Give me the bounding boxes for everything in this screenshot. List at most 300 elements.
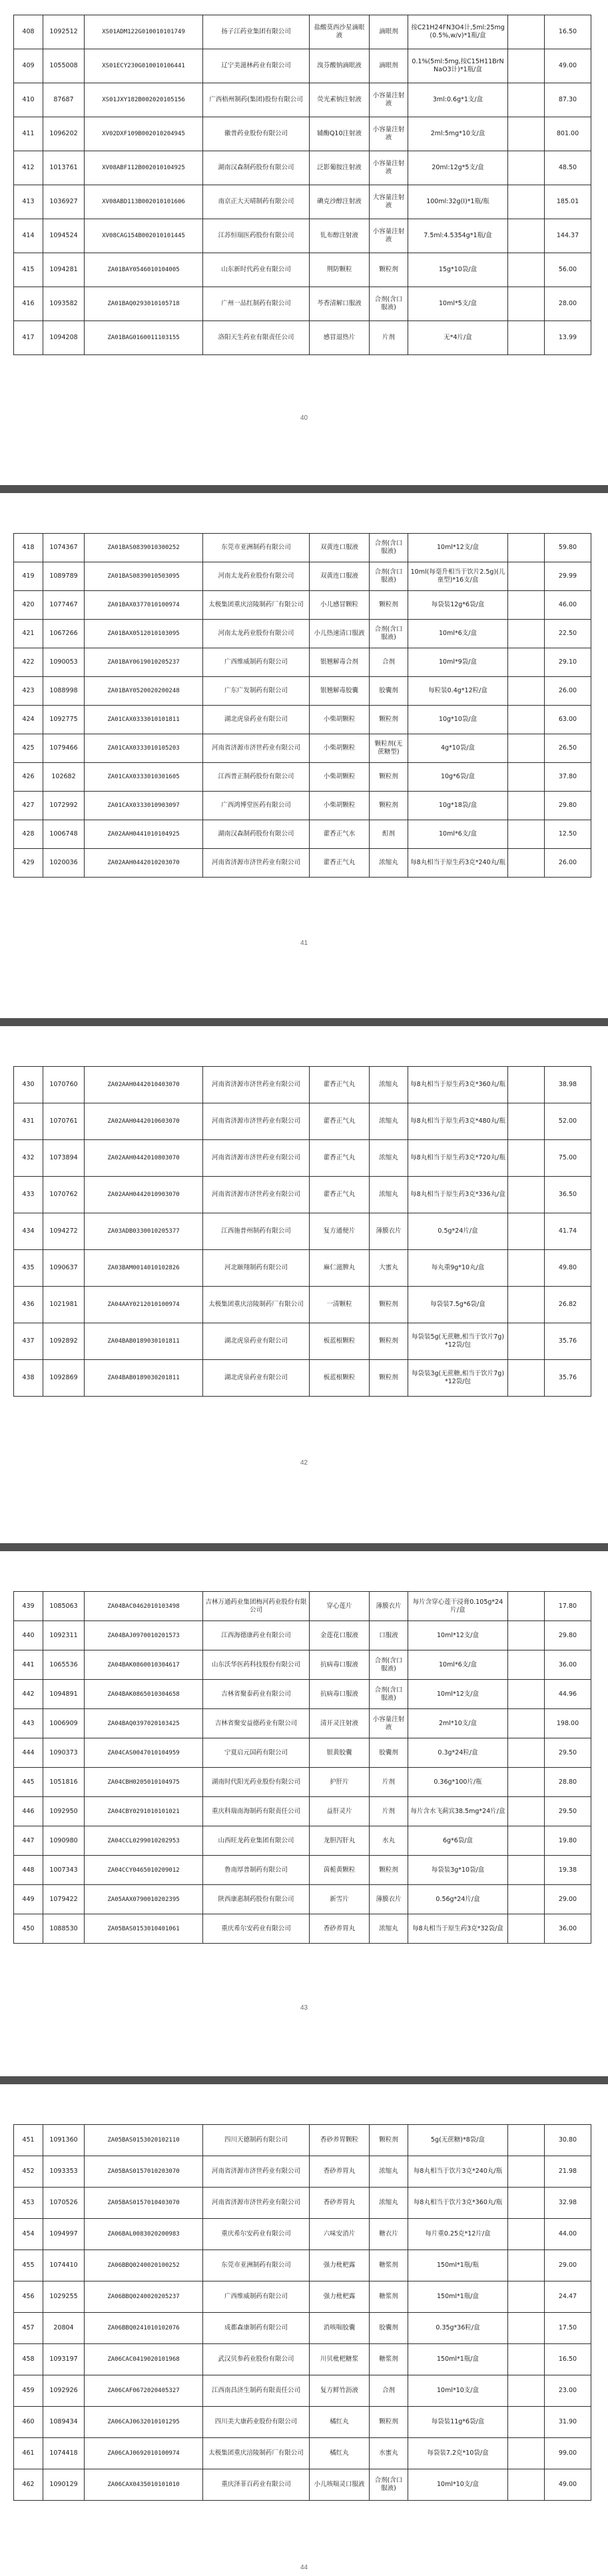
cell-dosage-form: 水丸	[370, 1826, 408, 1856]
cell-extra	[508, 792, 545, 820]
cell-manufacturer: 洛阳天生药业有限责任公司	[203, 321, 310, 355]
cell-product-name: 小柴胡颗粒	[310, 792, 370, 820]
cell-product-code: XS01JXY182B002020105156	[85, 83, 203, 117]
cell-drug-id: 1072992	[43, 792, 85, 820]
cell-drug-id: 1092512	[43, 15, 85, 49]
cell-product-code: ZA03BAM0014010102826	[85, 1250, 203, 1287]
cell-price: 44.96	[545, 1680, 591, 1709]
cell-specification: 100ml:32g(I)*1瓶/瓶	[408, 185, 508, 219]
table-row	[14, 1797, 591, 1826]
cell-product-code: ZA01BAY0619010205237	[85, 648, 203, 677]
cell-dosage-form: 颗粒剂	[370, 792, 408, 820]
cell-dosage-form: 水蜜丸	[370, 2438, 408, 2469]
cell-product-code: ZA04CBY0291010101021	[85, 1797, 203, 1826]
cell-manufacturer: 河北颐翔制药有限公司	[203, 1250, 310, 1287]
cell-product-code: ZA05BAS0157010203070	[85, 2156, 203, 2188]
cell-product-code: ZA06BBQ0241010102076	[85, 2313, 203, 2344]
cell-drug-id: 1093582	[43, 287, 85, 321]
cell-product-code: ZA04BAK0865010304658	[85, 1680, 203, 1709]
cell-specification: 0.36g*100片/瓶	[408, 1768, 508, 1797]
table-row	[14, 1680, 591, 1709]
cell-row-index: 447	[14, 1826, 43, 1856]
cell-drug-id: 1092950	[43, 1797, 85, 1826]
cell-dosage-form: 口服液	[370, 1621, 408, 1650]
cell-product-name: 香砂养胃丸	[310, 2188, 370, 2219]
cell-drug-id: 1093197	[43, 2344, 85, 2375]
table-row	[14, 1650, 591, 1680]
cell-drug-id: 1036927	[43, 185, 85, 219]
cell-row-index: 452	[14, 2156, 43, 2188]
cell-row-index: 434	[14, 1213, 43, 1250]
cell-dosage-form: 合剂(含口服液)	[370, 562, 408, 591]
cell-product-code: ZA01CAX0333010101811	[85, 706, 203, 734]
table-row	[14, 1140, 591, 1177]
page-number: 43	[300, 2004, 308, 2012]
cell-product-code: ZA06CAC0419020101968	[85, 2344, 203, 2375]
cell-specification: 10ml*6支/盒	[408, 620, 508, 648]
cell-product-code: ZA01CAX0333010301605	[85, 763, 203, 792]
cell-specification: 2ml:5mg*10支/盒	[408, 117, 508, 151]
cell-dosage-form: 合剂(含口服液)	[370, 1680, 408, 1709]
cell-row-index: 436	[14, 1287, 43, 1323]
cell-product-name: 藿香正气丸	[310, 849, 370, 878]
cell-specification: 每袋装5g(无蔗糖,相当于饮片7g)*12袋/包	[408, 1323, 508, 1360]
cell-product-name: 橘红丸	[310, 2407, 370, 2438]
cell-row-index: 429	[14, 849, 43, 878]
cell-specification: 0.1%(5ml:5mg,按C15H11BrNNaO3计)*1瓶/盒	[408, 49, 508, 83]
cell-product-name: 小柴胡颗粒	[310, 734, 370, 763]
cell-extra	[508, 1177, 545, 1213]
cell-product-code: ZA02AAH0442010803070	[85, 1140, 203, 1177]
cell-dosage-form: 颗粒剂	[370, 1856, 408, 1885]
cell-specification: 每8丸相当于原生药3克*360丸/瓶	[408, 1067, 508, 1103]
cell-drug-id: 1006909	[43, 1709, 85, 1738]
cell-product-name: 香砂养胃丸	[310, 2156, 370, 2188]
cell-specification: 按C21H24FN3O4计,5ml:25mg(0.5%,w/v)*1瓶/盒	[408, 15, 508, 49]
cell-specification: 每8丸相当于原生药3克*32袋/盒	[408, 1914, 508, 1944]
cell-row-index: 435	[14, 1250, 43, 1287]
table-row	[14, 2188, 591, 2219]
cell-extra	[508, 734, 545, 763]
cell-product-code: ZA04BAK0860010304617	[85, 1650, 203, 1680]
cell-manufacturer: 河南省济源市济世药业有限公司	[203, 849, 310, 878]
table-row	[14, 2281, 591, 2313]
table-row	[14, 620, 591, 648]
table-row	[14, 562, 591, 591]
cell-dosage-form: 片剂	[370, 1768, 408, 1797]
cell-drug-id: 1079422	[43, 1885, 85, 1914]
cell-product-code: ZA04BAQ0397020103425	[85, 1709, 203, 1738]
cell-manufacturer: 成都森康制药有限公司	[203, 2313, 310, 2344]
cell-row-index: 419	[14, 562, 43, 591]
cell-product-code: ZA05AAX0790010202395	[85, 1885, 203, 1914]
cell-specification: 150ml*1瓶/瓶	[408, 2250, 508, 2281]
table-row	[14, 1621, 591, 1650]
cell-product-name: 橘红丸	[310, 2438, 370, 2469]
cell-drug-id: 1029255	[43, 2281, 85, 2313]
cell-dosage-form: 颗粒剂	[370, 1360, 408, 1397]
table-row	[14, 2438, 591, 2469]
cell-product-code: ZA04BAB0189030201811	[85, 1360, 203, 1397]
cell-manufacturer: 湖南时代阳光药业股份有限公司	[203, 1768, 310, 1797]
cell-product-code: XS01ADM122G010010101749	[85, 15, 203, 49]
cell-product-code: ZA05BAS0157010403070	[85, 2188, 203, 2219]
cell-price: 26.50	[545, 734, 591, 763]
cell-extra	[508, 1103, 545, 1140]
cell-product-name: 龙胆泻肝丸	[310, 1826, 370, 1856]
cell-product-name: 银翘解毒胶囊	[310, 677, 370, 706]
cell-manufacturer: 河南太龙药业股份有限公司	[203, 620, 310, 648]
cell-drug-id: 1070526	[43, 2188, 85, 2219]
cell-drug-id: 1093353	[43, 2156, 85, 2188]
cell-extra	[508, 562, 545, 591]
cell-extra	[508, 1250, 545, 1287]
cell-dosage-form: 酊剂	[370, 820, 408, 849]
cell-manufacturer: 辽宁美滋林药业有限公司	[203, 49, 310, 83]
cell-drug-id: 1006748	[43, 820, 85, 849]
cell-manufacturer: 河南省济源市济世药业有限公司	[203, 1140, 310, 1177]
cell-manufacturer: 湖北虎泉药业有限公司	[203, 1360, 310, 1397]
cell-manufacturer: 山西旺龙药业集团有限公司	[203, 1826, 310, 1856]
cell-manufacturer: 河南省济源市济世药业有限公司	[203, 1103, 310, 1140]
cell-price: 44.00	[545, 2219, 591, 2250]
table-row	[14, 677, 591, 706]
cell-manufacturer: 四川天德制药有限公司	[203, 2125, 310, 2156]
cell-dosage-form: 糖浆剂	[370, 2281, 408, 2313]
cell-extra	[508, 2438, 545, 2469]
cell-extra	[508, 706, 545, 734]
cell-specification: 10ml*9袋/盒	[408, 648, 508, 677]
cell-manufacturer: 重庆科瑞南海制药有限责任公司	[203, 1797, 310, 1826]
table-row	[14, 2469, 591, 2501]
cell-manufacturer: 东莞市亚洲制药有限公司	[203, 2250, 310, 2281]
cell-row-index: 416	[14, 287, 43, 321]
cell-specification: 每片含水飞蓟宾38.5mg*24片/盒	[408, 1797, 508, 1826]
cell-specification: 每袋装12g*6袋/盒	[408, 591, 508, 620]
cell-product-code: ZA02AAH0442010403070	[85, 1067, 203, 1103]
table-row	[14, 2313, 591, 2344]
cell-price: 63.00	[545, 706, 591, 734]
cell-product-code: XV08CAG154B002010101445	[85, 219, 203, 253]
cell-row-index: 423	[14, 677, 43, 706]
cell-product-code: XV08ABD113B002010101606	[85, 185, 203, 219]
cell-product-name: 香砂养胃颗粒	[310, 2125, 370, 2156]
table-row	[14, 1103, 591, 1140]
cell-dosage-form: 糖浆剂	[370, 2250, 408, 2281]
cell-drug-id: 1092869	[43, 1360, 85, 1397]
cell-manufacturer: 吉林万通药业集团梅河药业股份有限公司	[203, 1592, 310, 1621]
cell-dosage-form: 小容量注射液	[370, 1709, 408, 1738]
table-row	[14, 151, 591, 185]
cell-manufacturer: 江西海德康药业有限公司	[203, 1621, 310, 1650]
cell-price: 29.80	[545, 792, 591, 820]
cell-manufacturer: 四川美大康药业股份有限公司	[203, 2407, 310, 2438]
cell-product-code: ZA06BBQ0240020205237	[85, 2281, 203, 2313]
cell-extra	[508, 1140, 545, 1177]
cell-manufacturer: 湖南汉森制药股份有限公司	[203, 820, 310, 849]
cell-product-name: 强力枇杷露	[310, 2250, 370, 2281]
cell-drug-id: 1055008	[43, 49, 85, 83]
cell-drug-id: 1077467	[43, 591, 85, 620]
cell-price: 75.00	[545, 1140, 591, 1177]
cell-price: 28.00	[545, 287, 591, 321]
cell-product-code: ZA06BBQ0240020100252	[85, 2250, 203, 2281]
cell-extra	[508, 2219, 545, 2250]
cell-dosage-form: 颗粒剂	[370, 1323, 408, 1360]
cell-product-code: ZA01CAX0333010903097	[85, 792, 203, 820]
cell-manufacturer: 吉林省聚安益德药业有限公司	[203, 1709, 310, 1738]
cell-dosage-form: 小容量注射液	[370, 219, 408, 253]
cell-dosage-form: 浓缩丸	[370, 1067, 408, 1103]
cell-product-code: ZA04BAB0189030101811	[85, 1323, 203, 1360]
cell-row-index: 412	[14, 151, 43, 185]
cell-drug-id: 1094272	[43, 1213, 85, 1250]
cell-drug-id: 1092775	[43, 706, 85, 734]
table-row	[14, 1856, 591, 1885]
cell-specification: 0.56g*24片/盒	[408, 1885, 508, 1914]
cell-product-code: ZA04BAJ0970010201573	[85, 1621, 203, 1650]
cell-extra	[508, 2375, 545, 2407]
cell-drug-id: 1073894	[43, 1140, 85, 1177]
cell-product-code: ZA01BAS0839010300252	[85, 534, 203, 562]
cell-manufacturer: 鲁南厚普制药有限公司	[203, 1856, 310, 1885]
cell-price: 17.50	[545, 2313, 591, 2344]
cell-drug-id: 1074418	[43, 2438, 85, 2469]
cell-specification: 0.3g*24粒/盒	[408, 1738, 508, 1768]
cell-row-index: 408	[14, 15, 43, 49]
table-row	[14, 763, 591, 792]
cell-row-index: 444	[14, 1738, 43, 1768]
cell-specification: 10ml*12支/盒	[408, 1680, 508, 1709]
cell-price: 26.00	[545, 677, 591, 706]
cell-drug-id: 1089434	[43, 2407, 85, 2438]
cell-dosage-form: 颗粒剂	[370, 253, 408, 287]
drug-price-table	[13, 15, 591, 355]
cell-manufacturer: 湖南汉森制药股份有限公司	[203, 151, 310, 185]
cell-dosage-form: 合剂(含口服液)	[370, 1650, 408, 1680]
cell-row-index: 417	[14, 321, 43, 355]
cell-product-name: 泛影葡胺注射液	[310, 151, 370, 185]
cell-drug-id: 1070762	[43, 1177, 85, 1213]
cell-specification: 5g(无蔗糖)*8袋/盒	[408, 2125, 508, 2156]
cell-product-name: 银黄胶囊	[310, 1738, 370, 1768]
cell-drug-id: 1094281	[43, 253, 85, 287]
cell-extra	[508, 1885, 545, 1914]
cell-dosage-form: 薄膜衣片	[370, 1885, 408, 1914]
page-separator	[0, 1543, 608, 1551]
cell-product-code: XS01ECY230G010010106441	[85, 49, 203, 83]
cell-drug-id: 102682	[43, 763, 85, 792]
cell-dosage-form: 大容量注射液	[370, 185, 408, 219]
cell-price: 29.50	[545, 1797, 591, 1826]
cell-product-name: 藿香正气丸	[310, 1067, 370, 1103]
cell-row-index: 409	[14, 49, 43, 83]
table-row	[14, 1592, 591, 1621]
page-number: 40	[300, 414, 308, 422]
cell-manufacturer: 太极集团重庆涪陵制药厂有限公司	[203, 1287, 310, 1323]
cell-dosage-form: 滴眼剂	[370, 15, 408, 49]
cell-product-name: 盐酸莫西沙星滴眼液	[310, 15, 370, 49]
cell-extra	[508, 2125, 545, 2156]
cell-product-name: 六味安消片	[310, 2219, 370, 2250]
cell-specification: 每袋装7.5g*6袋/盒	[408, 1287, 508, 1323]
cell-dosage-form: 胶囊剂	[370, 2313, 408, 2344]
cell-drug-id: 1090980	[43, 1826, 85, 1856]
cell-product-code: ZA06CAJ0692010100974	[85, 2438, 203, 2469]
table-row	[14, 1914, 591, 1944]
cell-specification: 每丸重9g*10丸/盒	[408, 1250, 508, 1287]
cell-product-code: ZA02AAH0442010203070	[85, 849, 203, 878]
cell-extra	[508, 1323, 545, 1360]
cell-product-name: 消咳喘胶囊	[310, 2313, 370, 2344]
cell-drug-id: 1070761	[43, 1103, 85, 1140]
cell-manufacturer: 吉林省聚泰药业有限公司	[203, 1680, 310, 1709]
cell-price: 37.80	[545, 763, 591, 792]
cell-row-index: 453	[14, 2188, 43, 2219]
cell-drug-id: 1013761	[43, 151, 85, 185]
table-row	[14, 1360, 591, 1397]
cell-manufacturer: 广西维威制药有限公司	[203, 2281, 310, 2313]
cell-dosage-form: 浓缩丸	[370, 1177, 408, 1213]
cell-row-index: 457	[14, 2313, 43, 2344]
cell-price: 29.00	[545, 2250, 591, 2281]
cell-dosage-form: 浓缩丸	[370, 1140, 408, 1177]
cell-product-name: 感冒退热片	[310, 321, 370, 355]
cell-specification: 10ml*10支/盒	[408, 2375, 508, 2407]
cell-specification: 6g*6袋/盒	[408, 1826, 508, 1856]
cell-row-index: 432	[14, 1140, 43, 1177]
cell-specification: 150ml*1瓶/盒	[408, 2344, 508, 2375]
cell-specification: 3ml:0.6g*1支/盒	[408, 83, 508, 117]
cell-specification: 10ml*12支/盒	[408, 1621, 508, 1650]
cell-price: 87.30	[545, 83, 591, 117]
cell-dosage-form: 颗粒剂	[370, 591, 408, 620]
cell-row-index: 433	[14, 1177, 43, 1213]
cell-dosage-form: 小容量注射液	[370, 151, 408, 185]
cell-product-name: 荧光素钠注射液	[310, 83, 370, 117]
cell-price: 185.01	[545, 185, 591, 219]
cell-extra	[508, 648, 545, 677]
cell-product-name: 钆布醇注射液	[310, 219, 370, 253]
page-separator	[0, 485, 608, 493]
cell-dosage-form: 浓缩丸	[370, 849, 408, 878]
cell-product-code: ZA03ADB0330010205377	[85, 1213, 203, 1250]
cell-product-name: 藿香正气丸	[310, 1103, 370, 1140]
cell-extra	[508, 534, 545, 562]
cell-product-name: 芩香清解口服液	[310, 287, 370, 321]
cell-row-index: 461	[14, 2438, 43, 2469]
cell-product-name: 益肝灵片	[310, 1797, 370, 1826]
cell-drug-id: 1020036	[43, 849, 85, 878]
cell-specification: 10ml*6支/盒	[408, 1650, 508, 1680]
cell-drug-id: 1067266	[43, 620, 85, 648]
cell-specification: 每袋装3g(无蔗糖,相当于饮片7g)*12袋/包	[408, 1360, 508, 1397]
cell-product-code: ZA05BAS0153010401061	[85, 1914, 203, 1944]
cell-specification: 150ml*1瓶/盒	[408, 2281, 508, 2313]
cell-specification: 每粒装0.4g*12粒/盒	[408, 677, 508, 706]
cell-dosage-form: 薄膜衣片	[370, 1213, 408, 1250]
table-row	[14, 1709, 591, 1738]
cell-dosage-form: 浓缩丸	[370, 1914, 408, 1944]
document-page	[0, 0, 608, 485]
cell-extra	[508, 253, 545, 287]
cell-drug-id: 1090129	[43, 2469, 85, 2501]
table-row	[14, 820, 591, 849]
cell-product-code: ZA04CCY0465010209012	[85, 1856, 203, 1885]
cell-drug-id: 1051816	[43, 1768, 85, 1797]
cell-manufacturer: 江西普正制药股份有限公司	[203, 763, 310, 792]
cell-specification: 每8丸相当于饮片3克*360丸/瓶	[408, 2188, 508, 2219]
cell-specification: 0.35g*36粒/盒	[408, 2313, 508, 2344]
cell-product-code: ZA01BAY0520020200248	[85, 677, 203, 706]
cell-row-index: 421	[14, 620, 43, 648]
cell-price: 29.00	[545, 1885, 591, 1914]
cell-manufacturer: 江西施普州制药有限公司	[203, 1213, 310, 1250]
cell-manufacturer: 南京正大天晴制药有限公司	[203, 185, 310, 219]
cell-product-name: 藿香正气丸	[310, 1140, 370, 1177]
cell-drug-id: 1090373	[43, 1738, 85, 1768]
cell-extra	[508, 1709, 545, 1738]
table-row	[14, 2250, 591, 2281]
cell-row-index: 458	[14, 2344, 43, 2375]
cell-dosage-form: 糖浆剂	[370, 2344, 408, 2375]
cell-drug-id: 1090053	[43, 648, 85, 677]
cell-drug-id: 1074367	[43, 534, 85, 562]
cell-product-code: ZA01BAG0160011103155	[85, 321, 203, 355]
page-separator	[0, 1018, 608, 1026]
cell-extra	[508, 763, 545, 792]
cell-row-index: 449	[14, 1885, 43, 1914]
cell-drug-id: 1021981	[43, 1287, 85, 1323]
cell-product-name: 抗病毒口服液	[310, 1680, 370, 1709]
cell-price: 13.99	[545, 321, 591, 355]
table-row	[14, 185, 591, 219]
cell-extra	[508, 15, 545, 49]
cell-row-index: 437	[14, 1323, 43, 1360]
cell-drug-id: 1088530	[43, 1914, 85, 1944]
cell-product-name: 茵栀黄颗粒	[310, 1856, 370, 1885]
cell-drug-id: 1074410	[43, 2250, 85, 2281]
cell-price: 17.80	[545, 1592, 591, 1621]
cell-product-name: 川贝枇杷糖浆	[310, 2344, 370, 2375]
cell-product-name: 板蓝根颗粒	[310, 1360, 370, 1397]
cell-extra	[508, 1914, 545, 1944]
cell-product-name: 一清颗粒	[310, 1287, 370, 1323]
table-row	[14, 1213, 591, 1250]
cell-specification: 0.5g*24片/盒	[408, 1213, 508, 1250]
cell-drug-id: 1094524	[43, 219, 85, 253]
cell-price: 19.38	[545, 1856, 591, 1885]
cell-product-name: 板蓝根颗粒	[310, 1323, 370, 1360]
cell-price: 144.37	[545, 219, 591, 253]
cell-manufacturer: 广州一品红制药有限公司	[203, 287, 310, 321]
cell-manufacturer: 湖北虎泉药业有限公司	[203, 706, 310, 734]
cell-extra	[508, 591, 545, 620]
cell-product-name: 小儿咳喘灵口服液	[310, 2469, 370, 2501]
page-number: 44	[300, 2564, 308, 2571]
cell-extra	[508, 151, 545, 185]
cell-specification: 无*4片/盒	[408, 321, 508, 355]
cell-specification: 10ml*12支/盒	[408, 534, 508, 562]
table-row	[14, 1768, 591, 1797]
cell-price: 38.98	[545, 1067, 591, 1103]
cell-specification: 每8丸相当于原生药3克*720丸/瓶	[408, 1140, 508, 1177]
cell-manufacturer: 湖北虎泉药业有限公司	[203, 1323, 310, 1360]
cell-product-name: 碘克沙醇注射液	[310, 185, 370, 219]
cell-extra	[508, 1768, 545, 1797]
cell-product-code: ZA06CAF0672020405327	[85, 2375, 203, 2407]
cell-product-code: ZA01BAX0512010103095	[85, 620, 203, 648]
